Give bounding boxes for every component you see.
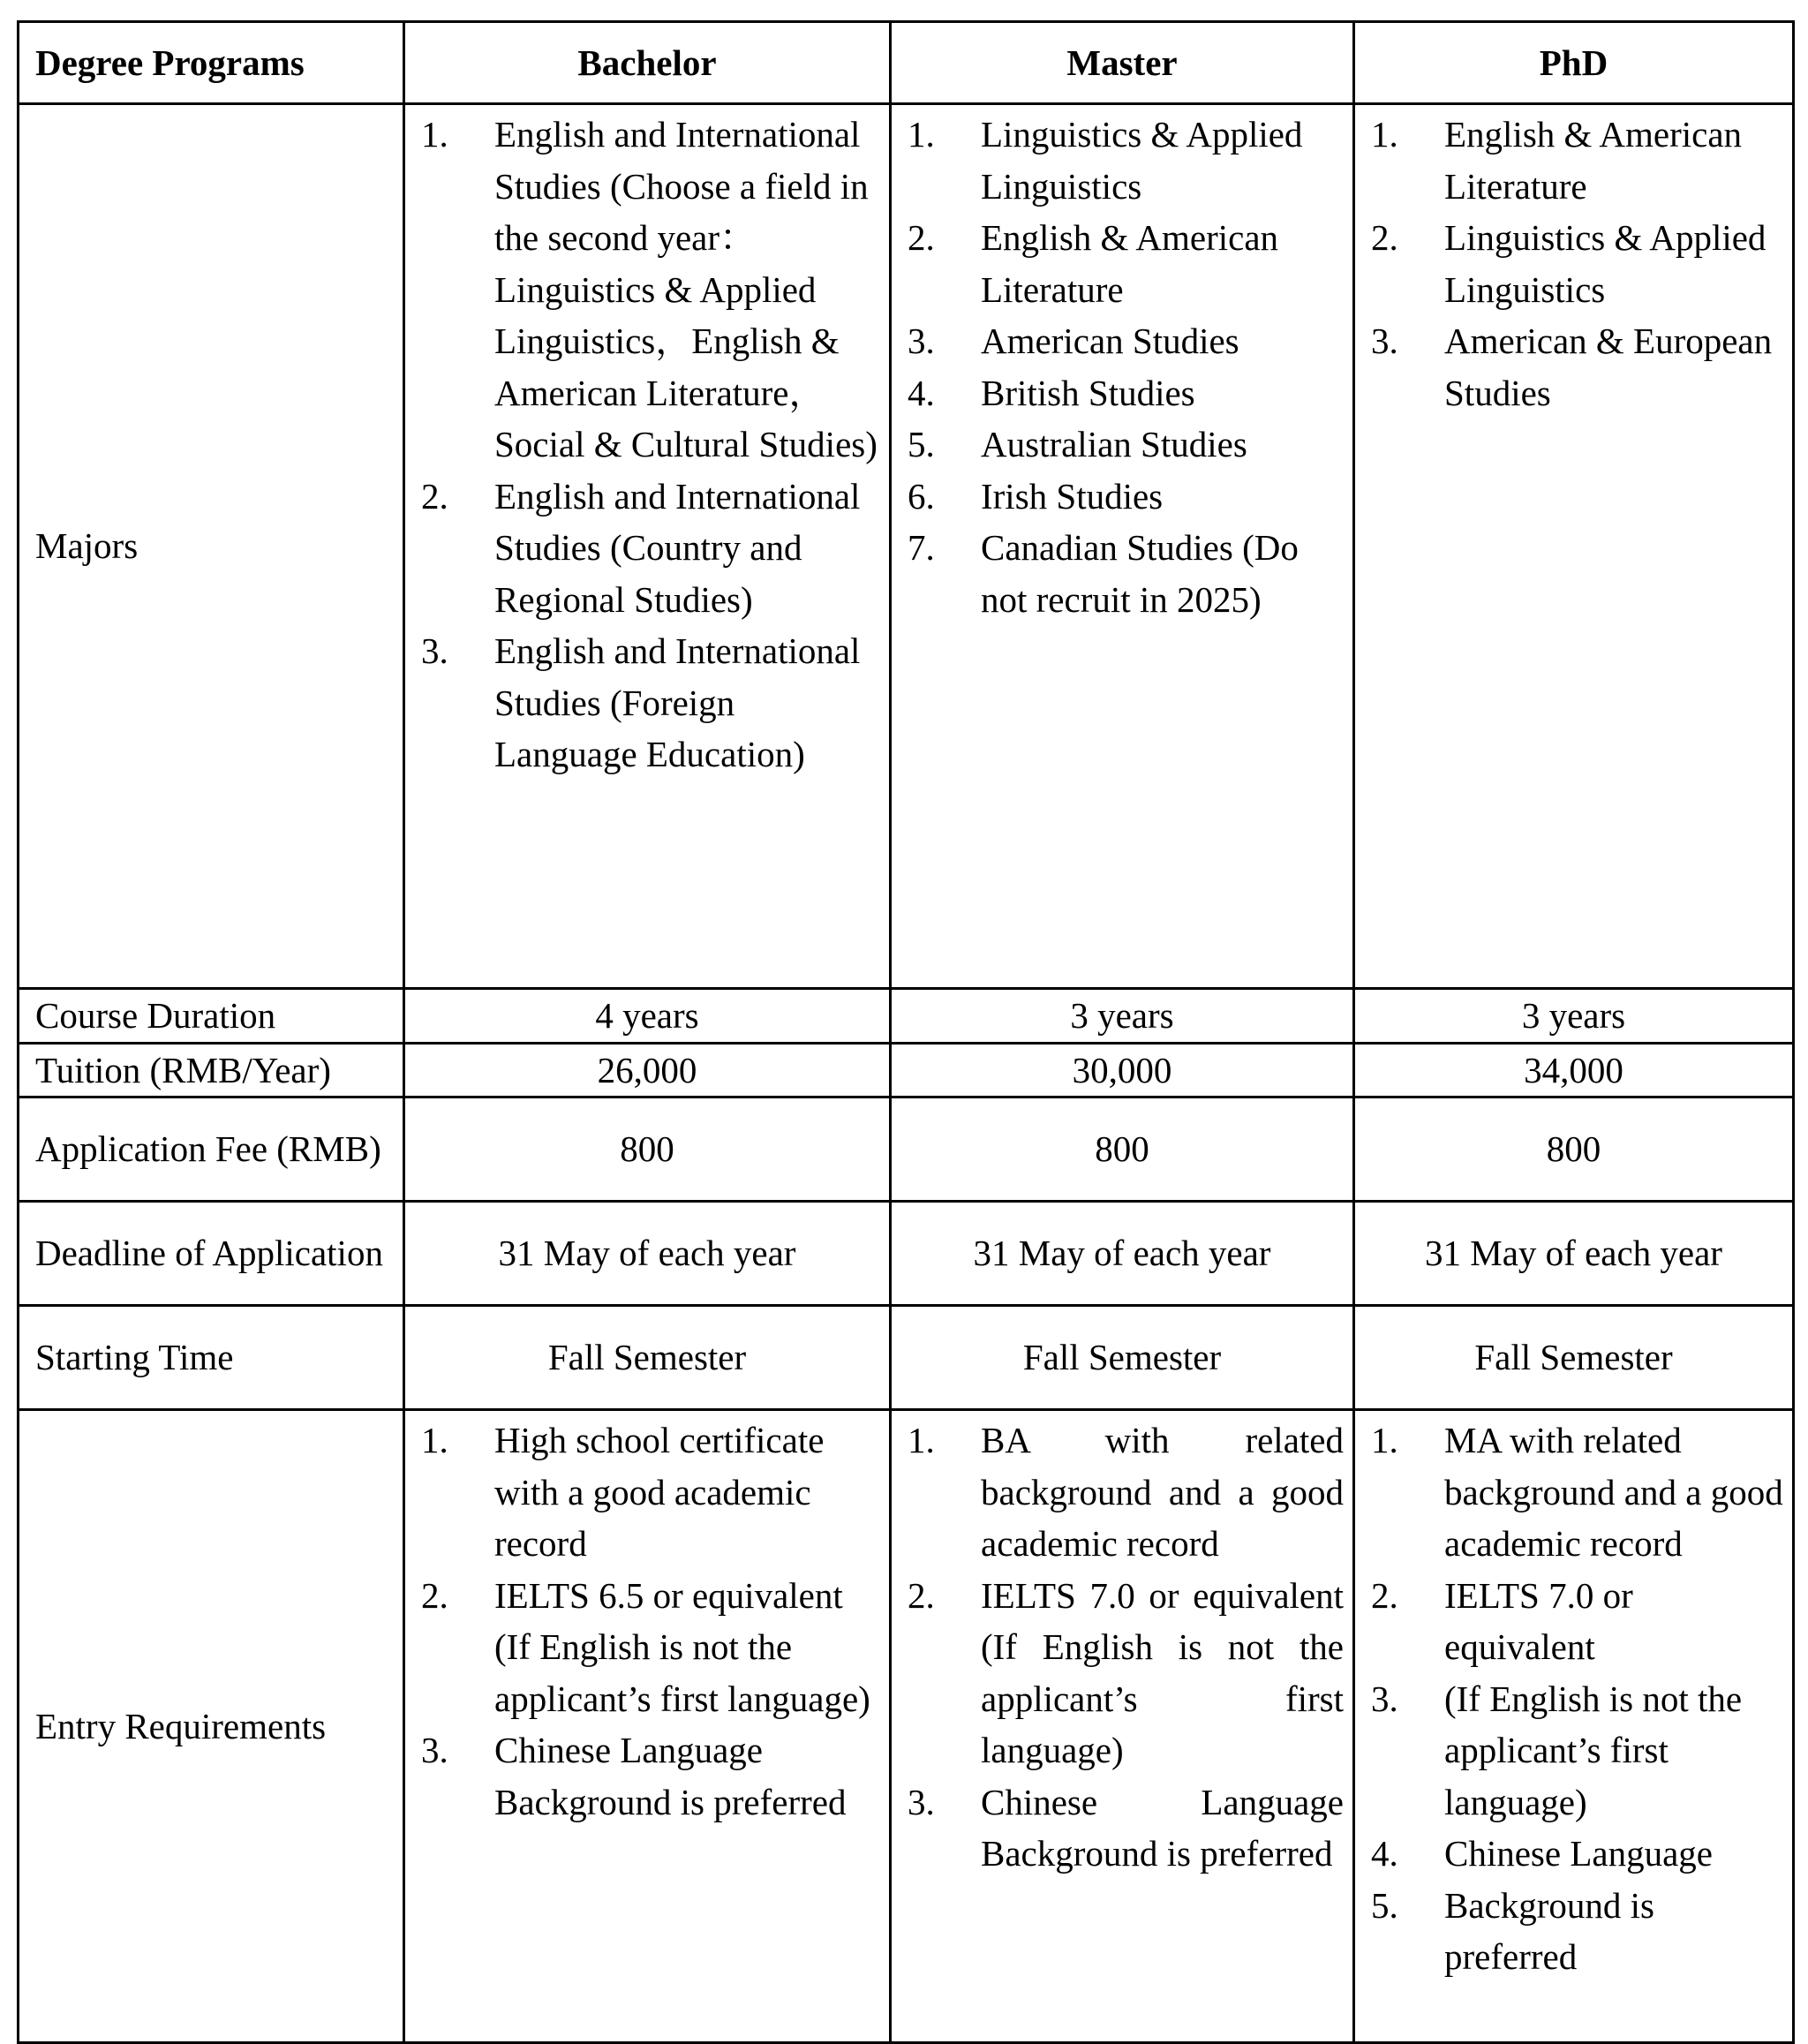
majors-label: Majors [19,104,404,989]
phd-deadline: 31 May of each year [1354,1202,1794,1306]
starting-time-label: Starting Time [19,1306,404,1410]
list-item: 3. Chinese Language Background is preferred [421,1730,847,1822]
course-duration-label: Course Duration [19,989,404,1044]
list-item: 2. IELTS 7.0 or equivalent (If English is not the applicant’s first language) [908,1574,1344,1770]
list-item: 6. Irish Studies [908,475,1164,517]
list-item: 3. English and International Studies (Foreign Language Education) [421,630,861,774]
header-degree-programs: Degree Programs [19,22,404,104]
list-item: 7. Canadian Studies (Do not recruit in 2025) [908,527,1299,620]
list-item: 3. American & European Studies [1371,321,1773,413]
list-item: 2. IELTS 6.5 or equivalent (If English is not the applicant’s first language) [421,1574,870,1719]
phd-tuition: 34,000 [1354,1043,1794,1097]
entry-requirements-label: Entry Requirements [19,1410,404,2043]
master-entry-cell [891,1410,1354,2043]
bachelor-duration: 4 years [404,989,891,1044]
list-item: 1. BA with related background and a good academic record [908,1420,1344,1564]
phd-application-fee: 800 [1354,1097,1794,1202]
phd-starting-time: Fall Semester [1354,1306,1794,1410]
list-item: 2. IELTS 7.0 or equivalent [1371,1574,1633,1667]
list-item: 5. Background is preferred [1371,1884,1654,1977]
header-bachelor: Bachelor [404,22,891,104]
phd-entry-list [1371,1414,1783,1983]
bachelor-majors-list [421,109,880,781]
phd-entry-cell [1354,1410,1794,2043]
bachelor-tuition: 26,000 [404,1043,891,1097]
master-majors-cell [891,104,1354,989]
application-fee-label: Application Fee (RMB) [19,1097,404,1202]
master-duration: 3 years [891,989,1354,1044]
list-item: 2. English and International Studies (Country and Regional Studies) [421,475,861,620]
list-item: 1. High school certificate with a good academic record [421,1420,825,1564]
list-item: 4. British Studies [908,372,1195,413]
header-row [19,22,1794,104]
list-item: 5. Australian Studies [908,424,1247,464]
bachelor-application-fee: 800 [404,1097,891,1202]
master-starting-time: Fall Semester [891,1306,1354,1410]
list-item: 3. American Studies [908,321,1239,361]
list-item: 1. Linguistics & Applied Linguistics [908,114,1303,207]
bachelor-entry-cell [404,1410,891,2043]
list-item: 4. Chinese Language [1371,1833,1713,1874]
list-item: 1. English and International Studies (Choose a field in the second year：Linguistics & Applied Linguistics，English & American Literature，Social & Cultural Studies) [421,114,878,464]
bachelor-majors-cell [404,104,891,989]
course-duration-row [19,989,1794,1044]
phd-majors-list [1371,109,1783,419]
bachelor-starting-time: Fall Semester [404,1306,891,1410]
starting-time-row [19,1306,1794,1410]
list-item: 1. MA with related background and a good academic record [1371,1420,1783,1564]
majors-row [19,104,1794,989]
master-tuition: 30,000 [891,1043,1354,1097]
list-item: 3. (If English is not the applicant’s first language) [1371,1678,1743,1822]
tuition-row [19,1043,1794,1097]
master-deadline: 31 May of each year [891,1202,1354,1306]
master-application-fee: 800 [891,1097,1354,1202]
bachelor-deadline: 31 May of each year [404,1202,891,1306]
bachelor-entry-list [421,1414,880,1828]
application-fee-row [19,1097,1794,1202]
header-master: Master [891,22,1354,104]
list-item: 1. English & American Literature [1371,114,1743,207]
master-entry-list [908,1414,1344,1880]
header-phd: PhD [1354,22,1794,104]
master-majors-list [908,109,1344,625]
list-item: 2. English & American Literature [908,217,1279,310]
deadline-row [19,1202,1794,1306]
list-item: 3. Chinese Language Background is preferred [908,1781,1344,1874]
phd-duration: 3 years [1354,989,1794,1044]
phd-majors-cell [1354,104,1794,989]
degree-programs-table [17,20,1795,2044]
deadline-label: Deadline of Application [19,1202,404,1306]
entry-requirements-row [19,1410,1794,2043]
list-item: 2. Linguistics & Applied Linguistics [1371,217,1767,310]
tuition-label: Tuition (RMB/Year) [19,1043,404,1097]
